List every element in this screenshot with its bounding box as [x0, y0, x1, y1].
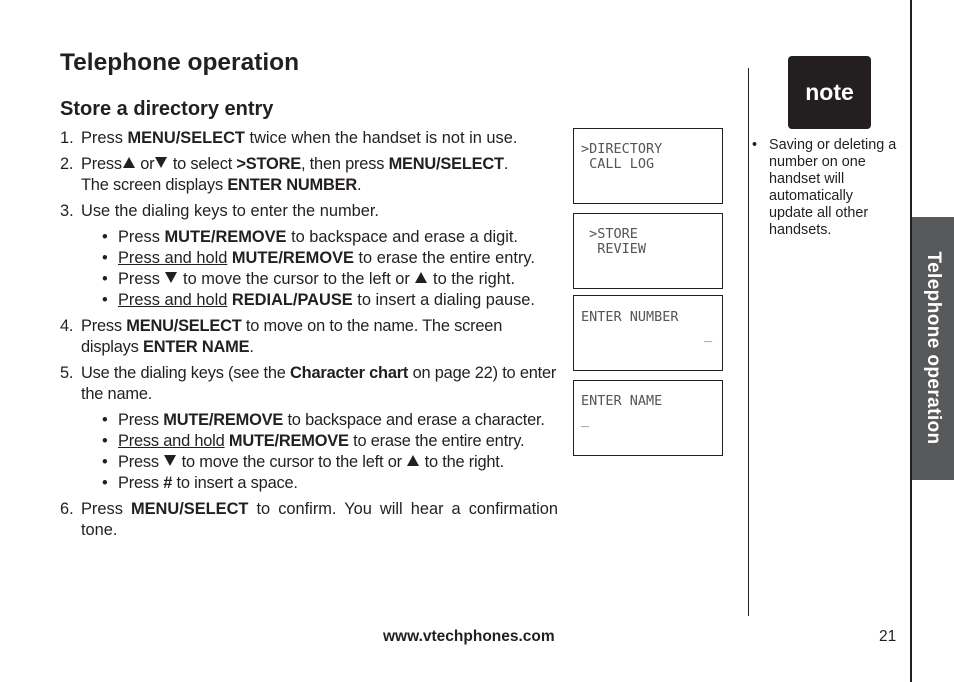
bullet: • [102, 474, 108, 492]
list-item [102, 290, 558, 311]
key-name: MUTE/REMOVE [228, 432, 349, 450]
lcd-line: CALL LOG [581, 156, 655, 172]
list-item [102, 431, 558, 452]
step-text: , then press [300, 155, 385, 173]
step-text: to move on to the name. The screen displays [81, 317, 503, 356]
step-number: 2. [60, 155, 74, 173]
lcd-screen-store [573, 213, 723, 289]
note-badge [788, 56, 871, 129]
lcd-screen-enter-name [573, 380, 723, 456]
bullet-text: Press and hold [118, 432, 225, 450]
bullet-text: to insert a dialing pause. [357, 291, 535, 309]
step-text: to confirm. You will hear a confirmation tone. [81, 500, 558, 539]
note-list [752, 137, 897, 239]
key-name: # [163, 474, 173, 492]
step-5 [60, 363, 558, 494]
step-text: Use the dialing keys (see the [81, 364, 286, 382]
up-arrow-icon [415, 272, 427, 283]
bullet-text: to backspace and erase a digit. [291, 228, 518, 246]
bullet-text: to move the cursor to the left or [181, 453, 402, 471]
bullet-text: to backspace and erase a character. [287, 411, 545, 429]
bullet: • [102, 453, 108, 471]
bullet-text: to erase the entire entry. [358, 249, 535, 267]
bullet-text: Press and hold [118, 249, 228, 267]
bullet-text: to move the cursor to the left or [183, 270, 410, 288]
column-divider [748, 68, 749, 616]
page-number: 21 [879, 628, 897, 645]
step-number: 5. [60, 364, 74, 382]
step-1 [60, 128, 558, 149]
key-name: MENU/SELECT [130, 500, 249, 518]
screen-name: ENTER NAME [142, 338, 250, 356]
step-text: . [503, 155, 509, 173]
bullet-text: Press [118, 453, 159, 471]
step-2 [60, 154, 558, 196]
step-number: 4. [60, 317, 74, 335]
bullet-text: Press [118, 228, 160, 246]
note-text: Saving or deleting a number on one handset will automatically update all other handsets. [769, 137, 897, 238]
step-text: The screen displays [81, 176, 223, 194]
step-text: twice when the handset is not in use. [249, 129, 518, 147]
key-name: MUTE/REMOVE [231, 249, 354, 267]
bullet-text: Press and hold [118, 291, 228, 309]
list-item [102, 248, 558, 269]
lcd-line: >STORE [581, 226, 638, 242]
up-arrow-icon [123, 157, 135, 168]
step-text: to select [172, 155, 233, 173]
side-tab-label: Telephone operation [923, 251, 944, 445]
lcd-screen-directory [573, 128, 723, 204]
down-arrow-icon [165, 272, 177, 283]
bullet-text: Press [118, 270, 160, 288]
lcd-cursor: _ [704, 327, 713, 343]
screen-name: ENTER NUMBER [227, 176, 357, 194]
reference-name: Character chart [290, 364, 409, 382]
step-3 [60, 201, 558, 311]
step-text: Press [81, 129, 123, 147]
key-name: MENU/SELECT [126, 317, 242, 335]
step-text: Use the dialing keys to enter the number. [81, 202, 379, 220]
bullet: • [102, 249, 108, 267]
key-name: MUTE/REMOVE [163, 411, 284, 429]
step-text: Press [81, 317, 122, 335]
bullet-text: to erase the entire entry. [353, 432, 525, 450]
lcd-line: REVIEW [581, 241, 647, 257]
list-item [102, 452, 558, 473]
list-item [102, 227, 558, 248]
key-name: REDIAL/PAUSE [231, 291, 353, 309]
step-number: 1. [60, 129, 74, 147]
step-text: . [356, 176, 362, 194]
step-text: . [249, 338, 254, 356]
step-number: 3. [60, 202, 74, 220]
step-text: Press [81, 500, 123, 518]
bullet: • [752, 137, 758, 153]
lcd-line: >DIRECTORY [581, 141, 663, 157]
key-name: MENU/SELECT [127, 129, 245, 147]
lcd-cursor: _ [581, 412, 590, 428]
name-bullets [102, 410, 558, 494]
list-item [752, 137, 897, 239]
bullet-text: to the right. [424, 453, 504, 471]
bullet: • [102, 270, 108, 288]
bullet-text: Press [118, 474, 159, 492]
step-text: or [140, 155, 155, 173]
menu-option: >STORE [236, 155, 301, 173]
step-6 [60, 499, 558, 541]
lcd-screen-enter-number [573, 295, 723, 371]
lcd-line: ENTER NAME [581, 393, 663, 409]
step-4 [60, 316, 558, 358]
list-item [102, 269, 558, 290]
bullet-text: Press [118, 411, 159, 429]
list-item [102, 410, 558, 431]
note-label: note [805, 79, 854, 105]
bullet: • [102, 411, 108, 429]
lcd-line: ENTER NUMBER [581, 309, 679, 325]
step-text: on page 22) to enter the name. [81, 364, 557, 403]
section-title: Store a directory entry [60, 98, 274, 120]
number-bullets [102, 227, 558, 311]
bullet-text: to the right. [433, 270, 516, 288]
bullet: • [102, 432, 108, 450]
down-arrow-icon [155, 157, 167, 168]
key-name: MUTE/REMOVE [164, 228, 287, 246]
footer-url: www.vtechphones.com [383, 628, 555, 645]
step-text: Press [81, 155, 122, 173]
side-tab [912, 217, 954, 480]
bullet-text: to insert a space. [176, 474, 298, 492]
steps-list [60, 128, 558, 546]
down-arrow-icon [164, 455, 176, 466]
bullet: • [102, 291, 108, 309]
up-arrow-icon [407, 455, 419, 466]
key-name: MENU/SELECT [388, 155, 504, 173]
page-title: Telephone operation [60, 49, 300, 76]
bullet: • [102, 228, 108, 246]
step-number: 6. [60, 500, 74, 518]
list-item [102, 473, 558, 494]
